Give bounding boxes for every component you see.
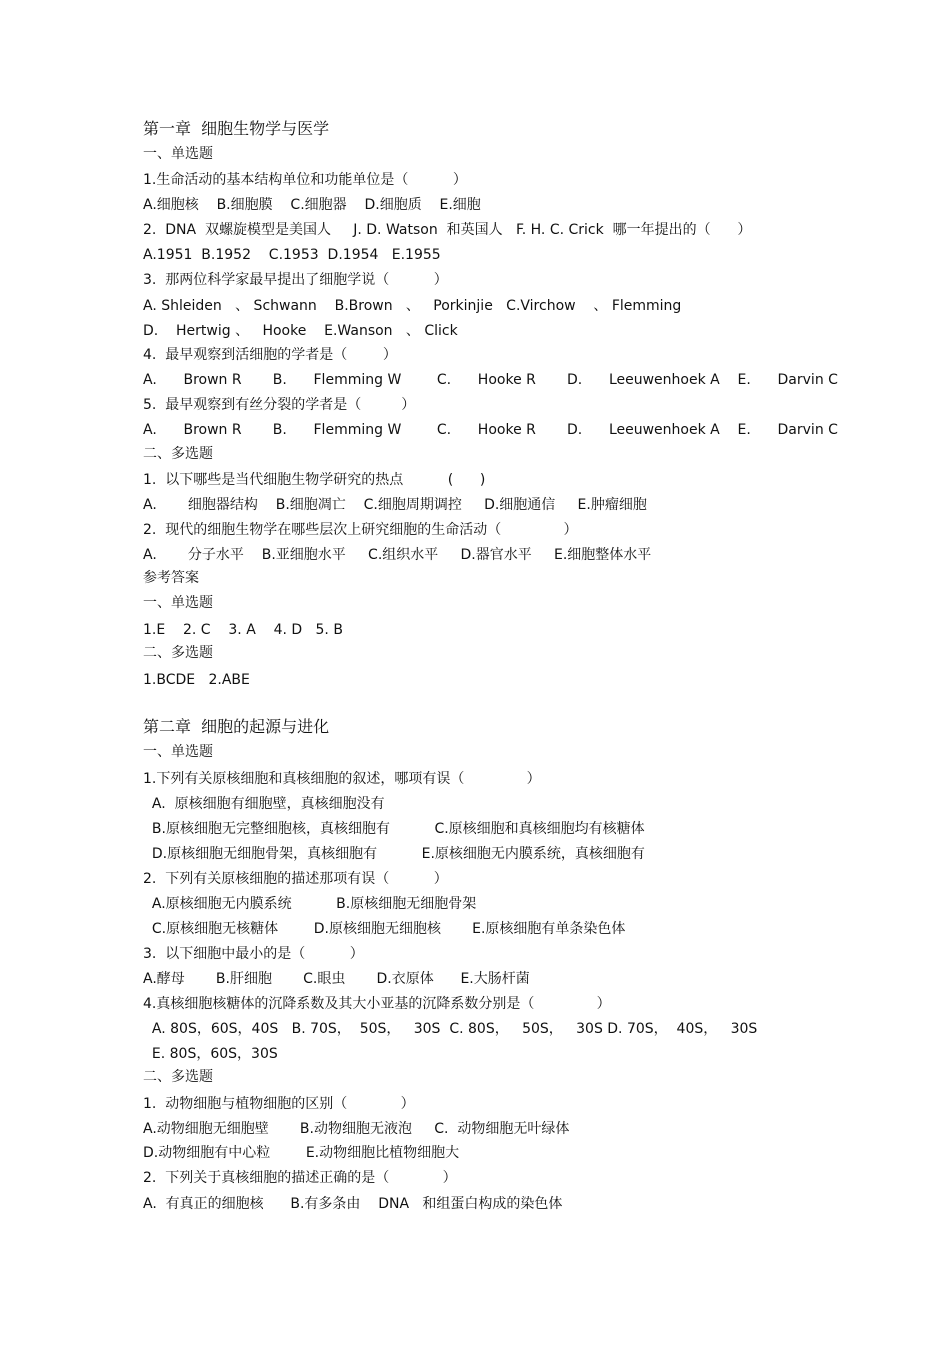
- options: D.动物细胞有中心粒 E.动物细胞比植物细胞大: [143, 1145, 460, 1161]
- question: 2. 下列有关原核细胞的描述那项有误（ ）: [143, 871, 448, 887]
- question: 5. 最早观察到有丝分裂的学者是（ ）: [143, 397, 416, 413]
- options: A.动物细胞无细胞壁 B.动物细胞无液泡 C. 动物细胞无叶绿体: [143, 1121, 570, 1137]
- section-heading: 一、单选题: [143, 146, 213, 162]
- section-heading: 二、多选题: [143, 446, 213, 462]
- options: A.1951 B.1952 C.1953 D.1954 E.1955: [143, 247, 441, 263]
- question: 3. 以下细胞中最小的是（ ）: [143, 946, 364, 962]
- options: D.原核细胞无细胞骨架，真核细胞有 E.原核细胞无内膜系统，真核细胞有: [143, 846, 645, 862]
- answers-heading: 参考答案: [143, 570, 199, 586]
- options: A. 80S，60S，40S B. 70S， 50S， 30S C. 80S， 50S， 30S D. 70S， 40S， 30S: [143, 1021, 758, 1037]
- options: A. Brown R B. Flemming W C. Hooke R D. Leeuwenhoek A E. Darvin C: [143, 372, 838, 388]
- options: A.酵母 B.肝细胞 C.眼虫 D.衣原体 E.大肠杆菌: [143, 971, 530, 987]
- question: 1.生命活动的基本结构单位和功能单位是（ ）: [143, 172, 467, 188]
- question: 2. 现代的细胞生物学在哪些层次上研究细胞的生命活动（ ）: [143, 522, 578, 538]
- options: A.细胞核 B.细胞膜 C.细胞器 D.细胞质 E.细胞: [143, 197, 481, 213]
- question: 2. DNA 双螺旋模型是美国人 J. D. Watson 和英国人 F. H. C. Crick 哪一年提出的（ ）: [143, 222, 752, 238]
- question: 2. 下列关于真核细胞的描述正确的是（ ）: [143, 1170, 457, 1186]
- section-heading: 一、单选题: [143, 595, 213, 611]
- question: 3. 那两位科学家最早提出了细胞学说（ ）: [143, 272, 448, 288]
- options: A. 原核细胞有细胞壁，真核细胞没有: [143, 796, 385, 812]
- question: 1.下列有关原核细胞和真核细胞的叙述，哪项有误（ ）: [143, 771, 541, 787]
- options: A. Shleiden 、 Schwann B.Brown 、 Porkinjie C.Virchow 、 Flemming: [143, 298, 682, 314]
- options: A.原核细胞无内膜系统 B.原核细胞无细胞骨架: [143, 896, 477, 912]
- section-heading: 二、多选题: [143, 1069, 213, 1085]
- chapter-1-title: 第一章 细胞生物学与医学: [143, 119, 330, 138]
- question: 4. 最早观察到活细胞的学者是（ ）: [143, 347, 397, 363]
- options: A. Brown R B. Flemming W C. Hooke R D. Leeuwenhoek A E. Darvin C: [143, 422, 838, 438]
- options: D. Hertwig 、 Hooke E.Wanson 、 Click: [143, 323, 458, 339]
- answers: 1.BCDE 2.ABE: [143, 672, 250, 688]
- options: C.原核细胞无核糖体 D.原核细胞无细胞核 E.原核细胞有单条染色体: [143, 921, 626, 937]
- chapter-2-title: 第二章 细胞的起源与进化: [143, 717, 330, 736]
- options: E. 80S，60S，30S: [143, 1046, 278, 1062]
- section-heading: 一、单选题: [143, 744, 213, 760]
- question: 1. 以下哪些是当代细胞生物学研究的热点 ( ): [143, 472, 486, 488]
- options: A. 有真正的细胞核 B.有多条由 DNA 和组蛋白构成的染色体: [143, 1196, 563, 1212]
- options: B.原核细胞无完整细胞核，真核细胞有 C.原核细胞和真核细胞均有核糖体: [143, 821, 645, 837]
- answers: 1.E 2. C 3. A 4. D 5. B: [143, 622, 343, 638]
- section-heading: 二、多选题: [143, 645, 213, 661]
- options: A. 分子水平 B.亚细胞水平 C.组织水平 D.器官水平 E.细胞整体水平: [143, 547, 652, 563]
- question: 1. 动物细胞与植物细胞的区别（ ）: [143, 1096, 415, 1112]
- question: 4.真核细胞核糖体的沉降系数及其大小亚基的沉降系数分别是（ ）: [143, 996, 611, 1012]
- options: A. 细胞器结构 B.细胞凋亡 C.细胞周期调控 D.细胞通信 E.肿瘤细胞: [143, 497, 647, 513]
